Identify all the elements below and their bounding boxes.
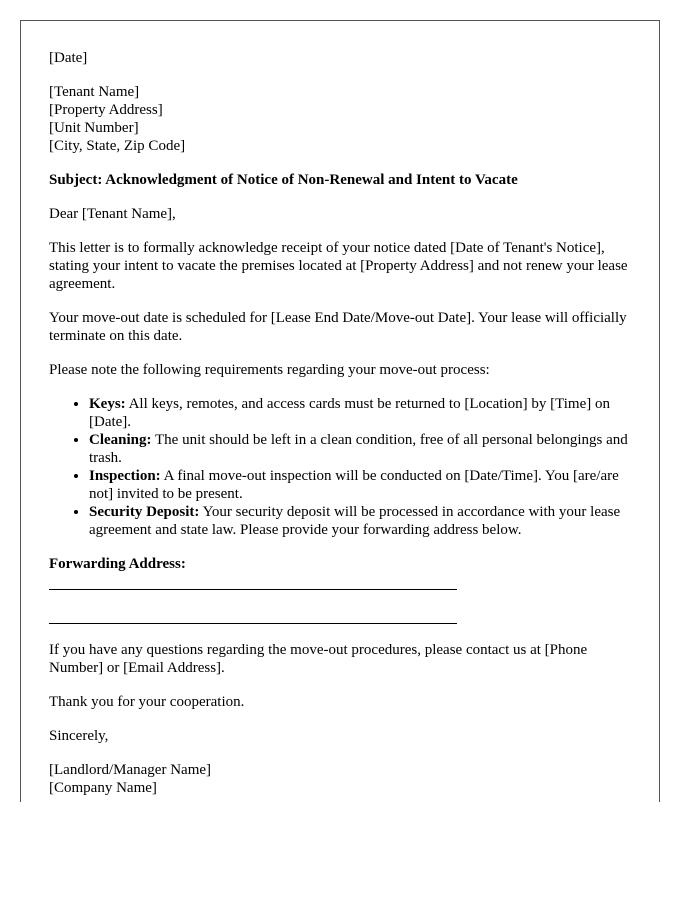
letter-date: [Date] (49, 50, 88, 66)
requirements-list (49, 395, 639, 539)
requirement-term: Inspection: (89, 468, 161, 484)
requirement-text: The unit should be left in a clean condition, free of all personal belongings and trash. (89, 432, 628, 466)
signer-name: [Landlord/Manager Name] (49, 762, 212, 778)
forwarding-address-line-1 (49, 589, 457, 590)
requirement-text: A final move-out inspection will be conducted on [Date/Time]. You [are/are not] invited to be present. (89, 468, 619, 502)
letter-closing: Sincerely, (49, 728, 109, 744)
requirement-security-deposit (89, 503, 639, 539)
move-out-date-paragraph: Your move-out date is scheduled for [Lease End Date/Move-out Date]. Your lease will officially terminate on this date. (49, 310, 627, 344)
recipient-city-state-zip: [City, State, Zip Code] (49, 138, 186, 154)
requirement-inspection (89, 467, 639, 503)
requirement-text: All keys, remotes, and access cards must be returned to [Location] by [Time] on [Date]. (89, 396, 610, 430)
forwarding-address-label: Forwarding Address: (49, 556, 186, 572)
recipient-name: [Tenant Name] (49, 84, 140, 100)
letter-body (49, 49, 639, 797)
recipient-address-block (49, 83, 639, 155)
requirements-intro: Please note the following requirements regarding your move-out process: (49, 362, 490, 378)
requirement-term: Keys: (89, 396, 126, 412)
requirement-term: Cleaning: (89, 432, 152, 448)
letter-salutation: Dear [Tenant Name], (49, 206, 176, 222)
forwarding-address-line-2 (49, 623, 457, 624)
acknowledgment-paragraph: This letter is to formally acknowledge receipt of your notice dated [Date of Tenant's Notice], stating your intent to vacate the premises located at [Property Address] and not renew your lease agreement. (49, 240, 628, 292)
recipient-property-address: [Property Address] (49, 102, 163, 118)
letter-page (20, 20, 660, 802)
recipient-unit-number: [Unit Number] (49, 120, 139, 136)
requirement-keys (89, 395, 639, 431)
requirement-term: Security Deposit: (89, 504, 200, 520)
letter-subject: Subject: Acknowledgment of Notice of Non-Renewal and Intent to Vacate (49, 172, 518, 188)
contact-paragraph: If you have any questions regarding the move-out procedures, please contact us at [Phone Number] or [Email Address]. (49, 642, 588, 676)
requirement-cleaning (89, 431, 639, 467)
requirement-text: Your security deposit will be processed in accordance with your lease agreement and state law. Please provide your forwarding address below. (89, 504, 621, 538)
thanks-paragraph: Thank you for your cooperation. (49, 694, 245, 710)
company-name: [Company Name] (49, 780, 157, 796)
